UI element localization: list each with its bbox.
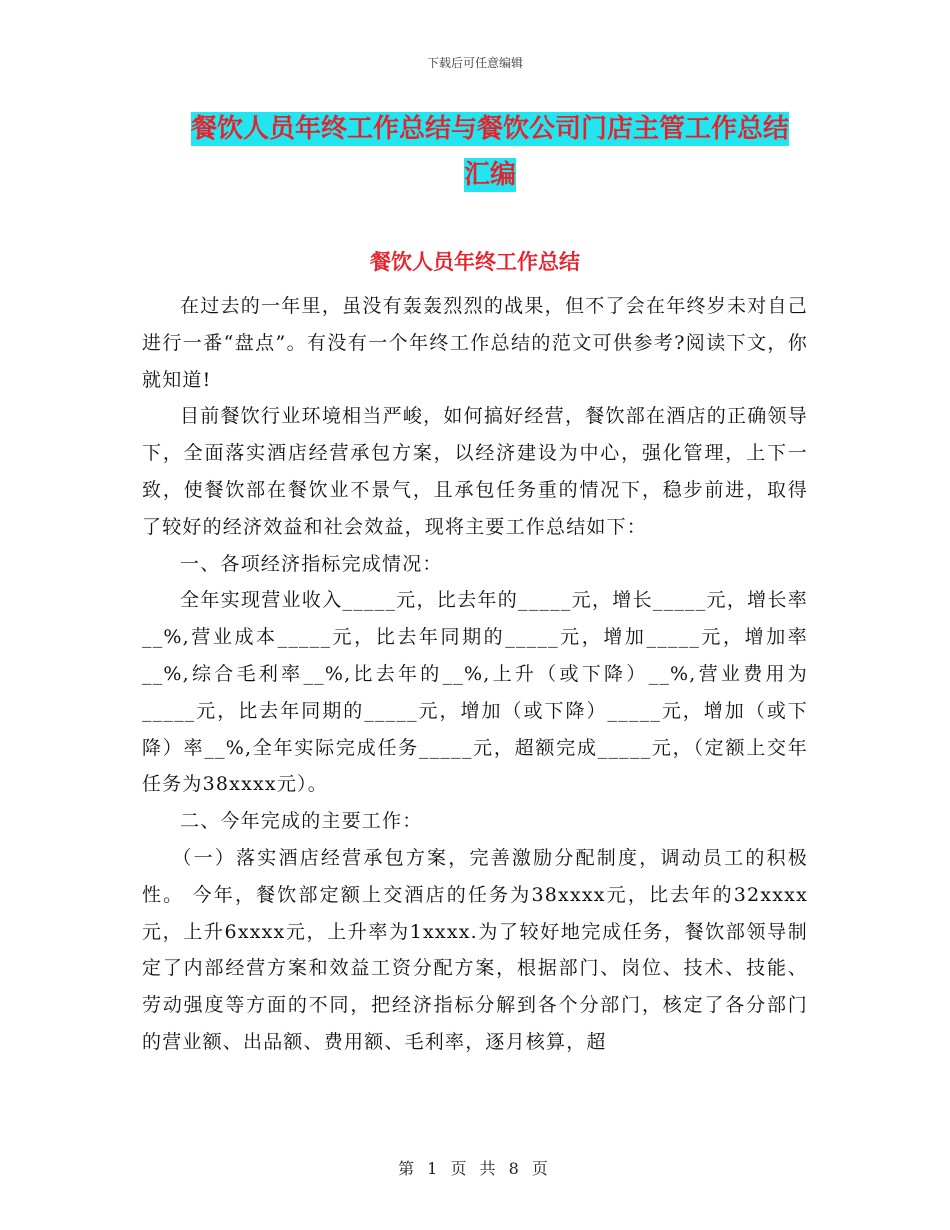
section-title: 餐饮人员年终工作总结 — [370, 250, 580, 274]
paragraph-indicators: 全年实现营业收入_____元，比去年的_____元，增长_____元，增长率__%,营业成本_____元，比去年同期的_____元，增加_____元，增加率__%,综合毛利率__%,比去年的__%,上升（或下降）__%,营业费用为_____元，比去年同期的_____元，增加（或下降）_____元，增加（或下降）率__%,全年实际完成任务_____元，超额完成_____元，（定额上交年任务为38xxxx元）。 — [142, 589, 808, 796]
paragraph-intro: 在过去的一年里，虽没有轰轰烈烈的战果，但不了会在年终岁未对自己进行一番“盘点”。有没有一个年终工作总结的范文可供参考?阅读下文，你就知道! — [142, 295, 808, 391]
heading-economic-indicators: 一、各项经济指标完成情况： — [180, 552, 443, 575]
document-body — [142, 288, 808, 1061]
document-title — [140, 106, 840, 198]
page-number: 第 1 页 共 8 页 — [398, 1159, 552, 1178]
paragraph-work-item-1: （一）落实酒店经营承包方案，完善激励分配制度，调动员工的积极性。 今年，餐饮部定额上交酒店的任务为38xxxx元，比去年的32xxxx元，上升6xxxx元，上升率为1xxxx.为了较好地完成任务，餐饮部领导制定了内部经营方案和效益工资分配方案，根据部门、岗位、技术、技能、劳动强度等方面的不同，把经济指标分解到各个分部门，核定了各分部门的营业额、出品额、费用额、毛利率，逐月核算，超 — [142, 846, 808, 1053]
heading-main-work: 二、今年完成的主要工作： — [180, 810, 423, 833]
header-note: 下载后可任意编辑 — [426, 56, 523, 70]
document-title-line1: 餐饮人员年终工作总结与餐饮公司门店主管工作总结 — [190, 114, 789, 144]
paragraph-overview: 目前餐饮行业环境相当严峻，如何搞好经营，餐饮部在酒店的正确领导下，全面落实酒店经营承包方案，以经济建设为中心，强化管理，上下一致，使餐饮部在餐饮业不景气，且承包任务重的情况下，稳步前进，取得了较好的经济效益和社会效益，现将主要工作总结如下： — [142, 405, 808, 538]
document-title-line2: 汇编 — [463, 160, 516, 190]
